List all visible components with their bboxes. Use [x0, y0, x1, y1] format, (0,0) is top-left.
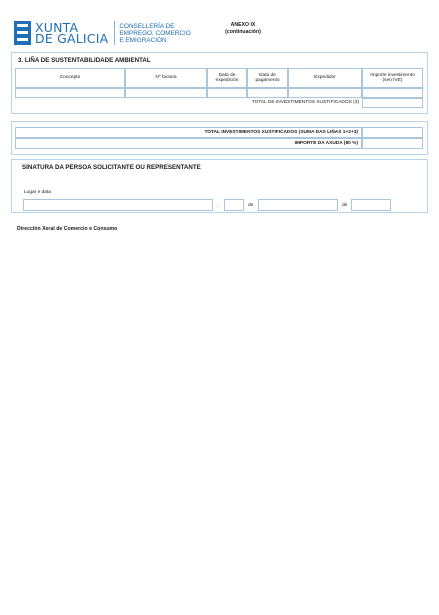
col-header-expedidor: Expedidor: [288, 68, 362, 88]
place-date-label: Lugar e data: [24, 190, 51, 195]
concepto-input[interactable]: [15, 88, 125, 98]
section-3-total-label: TOTAL DE INVESTIMENTOS XUSTIFICADOS (3): [251, 100, 359, 106]
xunta-emblem-icon: [14, 21, 31, 45]
importe-axuda-input[interactable]: [362, 138, 423, 149]
data-pagamento-input[interactable]: [247, 88, 288, 98]
day-input[interactable]: [224, 199, 244, 211]
comma-separator: ,: [217, 203, 219, 208]
signature-title: SINATURA DA PERSOA SOLICITANTE OU REPRESENTANTE: [22, 164, 201, 171]
annex-heading: ANEXO IX (continuación): [225, 22, 261, 35]
year-input[interactable]: [351, 199, 391, 211]
data-expedicion-input[interactable]: [207, 88, 247, 98]
section-3-title: 3. LIÑA DE SUSTENTABILIDADE AMBIENTAL: [18, 57, 151, 64]
de-label-2: de: [342, 203, 348, 208]
logo-divider: [114, 21, 115, 45]
total-investimentos-input[interactable]: [362, 127, 423, 138]
factura-input[interactable]: [125, 88, 207, 98]
department-name: CONSELLERÍA DE EMPREGO, COMERCIO E EMIGRACIÓN: [119, 22, 191, 44]
month-input[interactable]: [258, 199, 338, 211]
col-header-factura: Nº factura: [125, 68, 207, 88]
col-header-importe: Importe investimento (sen IVE): [362, 68, 423, 88]
expedidor-input[interactable]: [288, 88, 362, 98]
total-investimentos-label: TOTAL INVESTIMENTOS XUSTIFICADOS (SUMA DAS LIÑAS 1+2+3): [15, 127, 362, 138]
importe-axuda-label: IMPORTE DA AXUDA (80 %): [15, 138, 362, 149]
col-header-concepto: Concepto: [15, 68, 125, 88]
de-label-1: de: [248, 203, 254, 208]
place-input[interactable]: [23, 199, 213, 211]
col-header-data-pagamento: Data de pagamento: [247, 68, 288, 88]
section-3-total-input[interactable]: [362, 98, 423, 108]
footer-directorate: Dirección Xeral de Comercio e Consumo: [17, 226, 118, 232]
logo-text: XUNTA DE GALICIA: [35, 20, 109, 46]
importe-input[interactable]: [362, 88, 423, 98]
xunta-logo: [14, 20, 191, 46]
col-header-data-expedicion: Data de expedición: [207, 68, 247, 88]
